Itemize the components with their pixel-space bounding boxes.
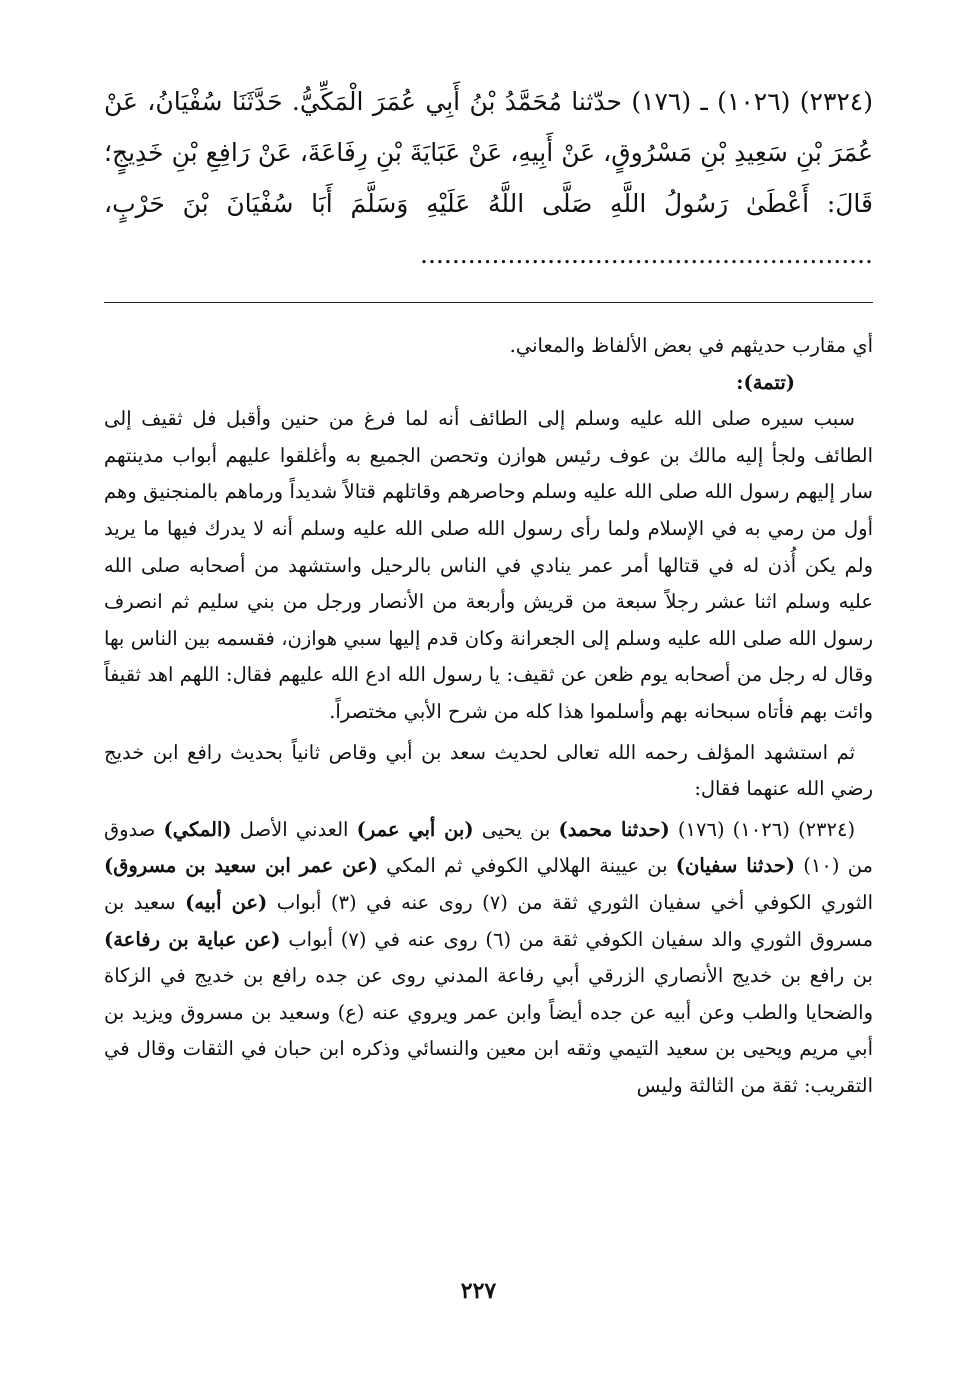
- hadith-ellipsis: .........................................................: [420, 240, 873, 269]
- hadith-number: (٢٣٢٤) (١٠٢٦) ـ (١٧٦): [631, 87, 873, 116]
- sanad-narrator: (عن أبيه): [185, 890, 268, 914]
- sanad-note: صدوق من (١٠): [104, 817, 873, 878]
- commentary-block: [104, 328, 873, 1104]
- sanad-narrator: (المكي): [163, 817, 232, 841]
- commentary-intro: أي مقارب حديثهم في بعض الألفاظ والمعاني.: [509, 334, 873, 357]
- sanad-narrator: (حدثنا سفيان): [675, 854, 795, 878]
- hadith-matn: حدّثنا مُحَمَّدُ بْنُ أَبِي عُمَرَ الْمَكِّيُّ. حَدَّثَنَا سُفْيَانُ، عَنْ عُمَرَ بْنِ سَعِيدِ بْنِ مَسْرُوقٍ، عَنْ أَبِيهِ، عَنْ عَبَايَةَ بْنِ رِفَاعَةَ، عَنْ رَافِعِ بْنِ خَدِيجٍ؛ قَالَ: أَعْطَىٰ رَسُولُ اللَّهِ صَلَّى اللَّهُ عَلَيْهِ وَسَلَّمَ أَبَا سُفْيَانَ بْنَ حَرْبٍ،: [104, 87, 873, 218]
- sanad-numbers: (٢٣٢٤) (١٠٢٦) (١٧٦): [677, 817, 856, 841]
- sanad-narrator: (عن عمر ابن سعيد بن مسروق): [104, 854, 378, 878]
- sanad-note: بن رافع بن خديج الأنصاري الزرقي أبي رفاعة المدني روى عن جده رافع بن خديج في الزكاة والضحايا والطب وعن أبيه عن جده أيضاً وابن عمر ويروي عنه (ع) وسعيد بن مسروق ويزيد بن أبي مريم ويحيى بن سعيد التيمي وثقه ابن معين والنسائي وذكره ابن حبان في الثقات وقال في التقريب: ثقة من الثالثة وليس: [104, 964, 873, 1097]
- tatimma-heading: (تتمة):: [736, 370, 795, 394]
- sanad-paragraph: [104, 812, 873, 1105]
- tatimma-paragraph: سبب سيره صلى الله عليه وسلم إلى الطائف أنه لما فرغ من حنين وأقبل فل ثقيف إلى الطائف ولجأ إليه مالك بن عوف رئيس هوازن وتحصن الجميع به وأغلقوا عليهم أبواب مدينتهم سار إليهم رسول الله صلى الله عليه وسلم وحاصرهم وقاتلهم قتالاً شديداً ورماهم بالمنجنيق وهم أول من رمي به في الإسلام ولما رأى رسول الله صلى الله عليه وسلم أنه لا يدرك فيها ما يريد ولم يكن أُذن له في قتالها أمر عمر ينادي في الناس بالرحيل واستشهد من أصحابه صلى الله عليه وسلم اثنا عشر رجلاً سبعة من قريش وأربعة من الأنصار ورجل من بني سليم ثم انصرف رسول الله صلى الله عليه وسلم إلى الجعرانة وكان قدم إليها سبي هوازن، فقسمه بين الناس بها وقال له رجل من أصحابه يوم ظعن عن ثقيف: يا رسول الله ادع الله عليهم فقال: اللهم اهد ثقيفاً وائت بهم فأتاه سبحانه بهم وأسلموا هذا كله من شرح الأبي مختصراً.: [104, 407, 873, 723]
- transition-paragraph: ثم استشهد المؤلف رحمه الله تعالى لحديث سعد بن أبي وقاص ثانياً بحديث رافع ابن خديج رضي الله عنهما فقال:: [104, 740, 873, 801]
- hadith-text-block: [104, 76, 873, 280]
- page-number: ٢٢٧: [460, 1278, 497, 1304]
- book-page: [104, 76, 873, 1387]
- sanad-note: سعيد بن مسروق الثوري والد سفيان الكوفي ثقة من (٦) روى عنه في (٧) أبواب: [104, 890, 874, 951]
- sanad-note: العدني الأصل: [239, 817, 349, 841]
- sanad-narrator: (بن أبي عمر): [356, 817, 474, 841]
- sanad-narrator: (عن عباية بن رفاعة): [104, 927, 281, 951]
- sanad-note: بن عيينة الهلالي الكوفي ثم المكي: [386, 854, 668, 878]
- sanad-note: بن يحيى: [481, 817, 551, 841]
- sanad-note: الثوري الكوفي أخي سفيان الثوري ثقة من (٧) روى عنه في (٣) أبواب: [276, 890, 874, 914]
- footnote-divider: [104, 302, 873, 303]
- sanad-narrator: (حدثنا محمد): [558, 817, 670, 841]
